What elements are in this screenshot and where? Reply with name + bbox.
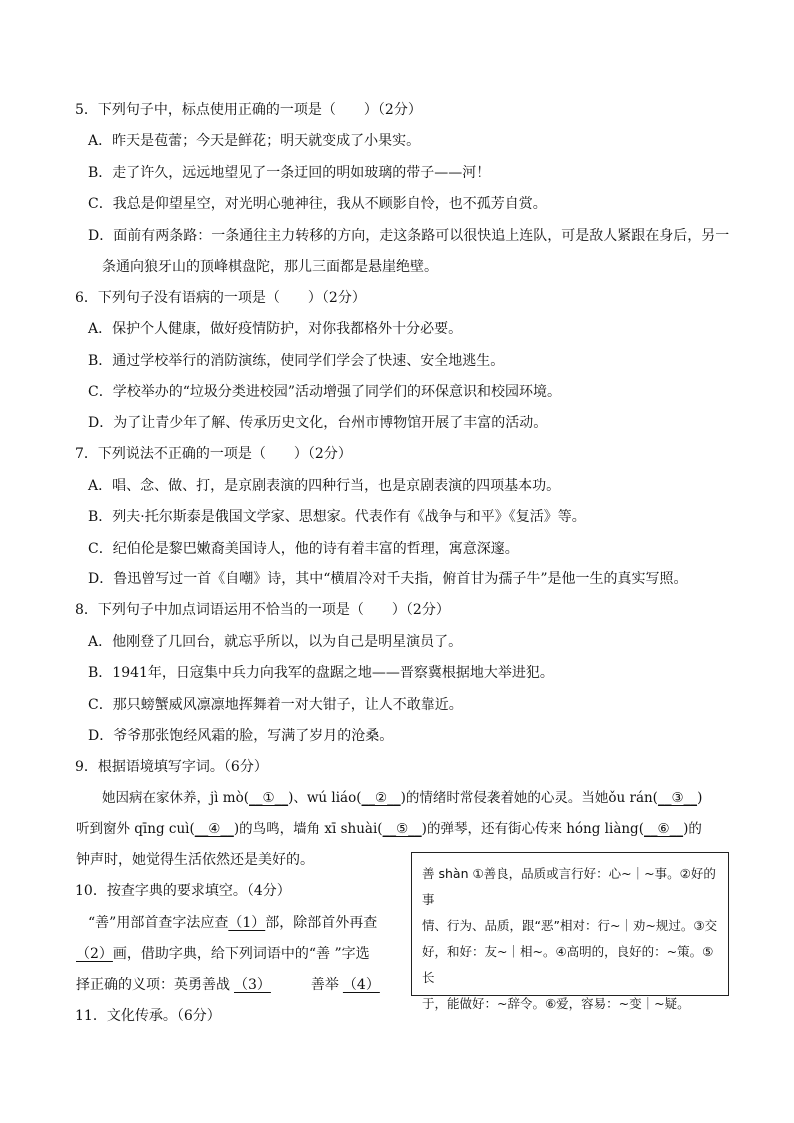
question-10-stem: 10．按查字典的要求填空。（4分） xyxy=(75,883,291,899)
passage-text: )、wú liáo( xyxy=(288,790,362,806)
q10-blank-4[interactable]: （4） xyxy=(342,977,380,993)
blank-4[interactable]: __④__ xyxy=(194,821,234,837)
question-8-option-c: C．那只螃蟹威风凛凛地挥舞着一对大钳子，让人不敢靠近。 xyxy=(88,697,463,713)
question-5-option-c: C．我总是仰望星空，对光明心驰神往，我从不顾影自怜，也不孤芳自赏。 xyxy=(88,196,547,212)
question-7-option-c: C．纪伯伦是黎巴嫩裔美国诗人，他的诗有着丰富的哲理，寓意深邃。 xyxy=(88,541,519,557)
question-8-option-a: A．他刚登了几回台，就忘乎所以，以为自己是明星演员了。 xyxy=(88,634,463,650)
dict-line-2: 情、行为、品质，跟“恶”相对：行~｜劝~规过。③交 xyxy=(422,918,718,933)
q10-blank-1[interactable]: （1） xyxy=(228,915,266,931)
question-6-option-d: D．为了让青少年了解、传承历史文化，台州市博物馆开展了丰富的活动。 xyxy=(88,415,548,431)
q10-text: 善举 xyxy=(310,977,339,993)
q10-blank-3[interactable]: （3） xyxy=(234,977,271,993)
question-5-stem: 5．下列句子中，标点使用正确的一项是（ ）（2分） xyxy=(75,102,422,118)
question-5-option-b: B．走了许久，远远地望见了一条迂回的明如玻璃的带子——河！ xyxy=(88,165,491,181)
dict-line-3: 好，和好：友~｜相~。④高明的，良好的：~策。⑤长 xyxy=(422,944,714,985)
question-9-passage-line-2 xyxy=(76,820,702,838)
blank-2[interactable]: __②__ xyxy=(361,790,401,806)
blank-6[interactable]: __⑥__ xyxy=(643,821,684,837)
passage-text: )的弹琴，还有街心传来 hóng liàng( xyxy=(421,821,644,837)
question-9-stem: 9．根据语境填写字词。（6分） xyxy=(75,759,268,775)
q10-text: 部，除部首外再查 xyxy=(265,915,378,931)
q10-blank-2[interactable]: （2） xyxy=(76,946,113,962)
question-6-stem: 6．下列句子没有语病的一项是（ ）（2分） xyxy=(75,290,366,306)
question-7-option-b: B．列夫·托尔斯泰是俄国文学家、思想家。代表作有《战争与和平》《复活》等。 xyxy=(88,509,586,525)
question-6-option-b: B．通过学校举行的消防演练，使同学们学会了快速、安全地逃生。 xyxy=(88,353,505,369)
question-5-option-a: A．昨天是苞蕾；今天是鲜花；明天就变成了小果实。 xyxy=(88,133,421,149)
question-7-stem: 7．下列说法不正确的一项是（ ）（2分） xyxy=(75,446,352,462)
dict-line-1: 善 shàn ①善良，品质或言行好：心~｜~事。②好的事 xyxy=(422,866,716,907)
question-6-option-c: C．学校举办的“垃圾分类进校园”活动增强了同学们的环保意识和校园环境。 xyxy=(88,384,562,400)
question-11-stem: 11．文化传承。（6分） xyxy=(75,1008,221,1024)
question-5-option-d-cont: 条通向狼牙山的顶峰棋盘陀，那儿三面都是悬崖绝壁。 xyxy=(102,259,438,275)
question-9-passage-line-3: 钟声时，她觉得生活依然还是美好的。 xyxy=(76,852,314,868)
q10-text: 画，借助字典，给下列词语中的“善 ”字选 xyxy=(112,946,370,962)
question-7-option-d: D．鲁迅曾写过一首《自嘲》诗，其中“横眉冷对千夫指，俯首甘为孺子牛”是他一生的真实写照。 xyxy=(88,571,688,587)
passage-text: 听到窗外 qīng cuì( xyxy=(76,821,195,837)
question-8-stem: 8．下列句子中加点词语运用不恰当的一项是（ ）（2分） xyxy=(75,602,450,618)
blank-3[interactable]: __③__ xyxy=(657,790,698,806)
dictionary-entry-box xyxy=(411,852,729,1011)
passage-text: )的情绪时常侵袭着她的心灵。当她ǒu rán( xyxy=(400,790,658,806)
question-6-option-a: A．保护个人健康，做好疫情防护，对你我都格外十分必要。 xyxy=(88,321,463,337)
passage-text: )的鸟鸣，墙角 xī shuài( xyxy=(233,821,383,837)
passage-text: ) xyxy=(697,790,703,806)
question-10-line-2 xyxy=(76,945,370,963)
question-5-option-d: D．面前有两条路：一条通往主力转移的方向，走这条路可以很快追上连队，可是敌人紧跟在身后，另一 xyxy=(88,228,730,244)
question-10-line-3 xyxy=(76,976,390,994)
blank-5[interactable]: __⑤__ xyxy=(382,821,422,837)
q10-text: “善”用部首查字法应查 xyxy=(88,915,229,931)
question-8-option-d: D．爷爷那张饱经风霜的脸，写满了岁月的沧桑。 xyxy=(88,728,394,744)
dict-line-4: 于，能做好：~辞令。⑥爱，容易：~变｜~疑。 xyxy=(422,996,690,1011)
passage-text: )的 xyxy=(683,821,702,837)
blank-1[interactable]: __①__ xyxy=(249,790,289,806)
passage-text: 她因病在家休养，jì mò( xyxy=(102,790,249,806)
question-7-option-a: A．唱、念、做、打，是京剧表演的四种行当，也是京剧表演的四项基本功。 xyxy=(88,478,561,494)
question-9-passage-line-1 xyxy=(102,789,702,807)
question-8-option-b: B．1941年，日寇集中兵力向我军的盘踞之地——晋察冀根据地大举进犯。 xyxy=(88,665,554,681)
q10-text: 择正确的义项：英勇善战 xyxy=(76,977,230,993)
question-10-line-1 xyxy=(88,914,377,932)
